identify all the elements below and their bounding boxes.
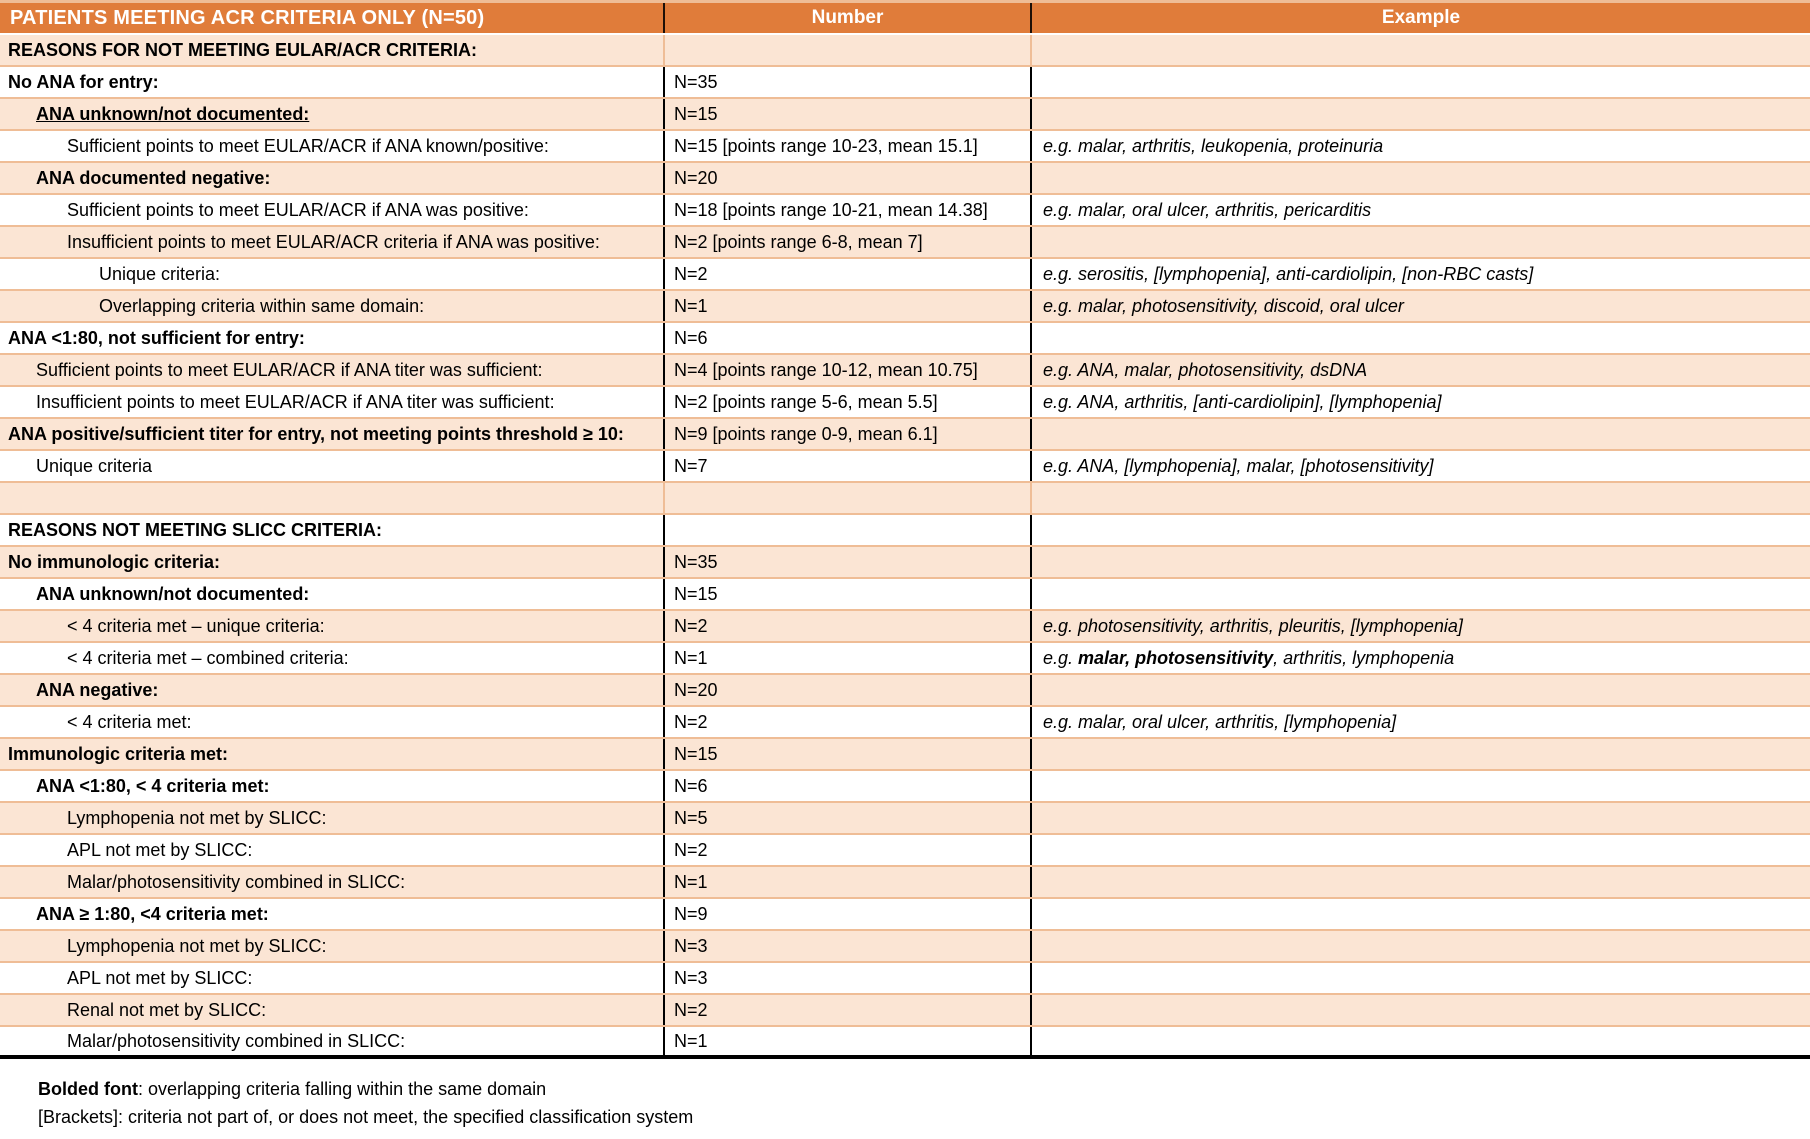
row-example-cell bbox=[1030, 227, 1810, 257]
row-number: N=2 bbox=[674, 263, 708, 284]
row-example-cell bbox=[1030, 355, 1810, 385]
row-number: N=15 [points range 10-23, mean 15.1] bbox=[674, 135, 978, 156]
row-label: Lymphopenia not met by SLICC: bbox=[67, 935, 327, 956]
row-label-cell bbox=[0, 515, 663, 545]
row-label: < 4 criteria met – unique criteria: bbox=[67, 615, 325, 636]
row-label-cell bbox=[0, 227, 663, 257]
row-number-cell bbox=[663, 835, 1030, 865]
row-label: APL not met by SLICC: bbox=[67, 839, 253, 860]
table-row bbox=[0, 899, 1810, 931]
row-example-cell bbox=[1030, 195, 1810, 225]
row-number: N=2 [points range 6-8, mean 7] bbox=[674, 231, 923, 252]
footnotes bbox=[38, 1075, 1810, 1131]
row-number-cell bbox=[663, 579, 1030, 609]
row-number: N=1 bbox=[674, 871, 708, 892]
row-number-cell bbox=[663, 995, 1030, 1025]
row-example-cell bbox=[1030, 483, 1810, 513]
row-number: N=1 bbox=[674, 647, 708, 668]
row-number-cell bbox=[663, 387, 1030, 417]
table-row bbox=[0, 739, 1810, 771]
row-label: Malar/photosensitivity combined in SLICC: bbox=[67, 871, 406, 892]
table-body bbox=[0, 35, 1810, 1059]
table-row bbox=[0, 643, 1810, 675]
row-label-cell bbox=[0, 451, 663, 481]
row-label: Renal not met by SLICC: bbox=[67, 999, 267, 1020]
row-number: N=35 bbox=[674, 551, 718, 572]
row-number: N=20 bbox=[674, 167, 718, 188]
row-number: N=2 [points range 5-6, mean 5.5] bbox=[674, 391, 938, 412]
row-label-cell bbox=[0, 899, 663, 929]
row-label-cell bbox=[0, 131, 663, 161]
footnote-bold-term: Bolded font bbox=[38, 1079, 138, 1099]
row-label-cell bbox=[0, 675, 663, 705]
row-example-cell bbox=[1030, 995, 1810, 1025]
row-number-cell bbox=[663, 227, 1030, 257]
row-number-cell bbox=[663, 739, 1030, 769]
page-title: PATIENTS MEETING ACR CRITERIA ONLY (N=50) bbox=[10, 6, 485, 29]
row-number: N=7 bbox=[674, 455, 708, 476]
row-example-cell bbox=[1030, 163, 1810, 193]
row-label: Sufficient points to meet EULAR/ACR if ANA known/positive: bbox=[67, 135, 549, 156]
row-number: N=20 bbox=[674, 679, 718, 700]
table-row bbox=[0, 931, 1810, 963]
row-number-cell bbox=[663, 1027, 1030, 1055]
row-label: APL not met by SLICC: bbox=[67, 967, 253, 988]
row-label-cell bbox=[0, 867, 663, 897]
row-number-cell bbox=[663, 131, 1030, 161]
table-row bbox=[0, 835, 1810, 867]
row-number-cell bbox=[663, 483, 1030, 513]
row-number-cell bbox=[663, 163, 1030, 193]
row-number: N=1 bbox=[674, 1030, 708, 1051]
row-number-cell bbox=[663, 547, 1030, 577]
row-example-cell bbox=[1030, 131, 1810, 161]
row-number-cell bbox=[663, 771, 1030, 801]
row-label-cell bbox=[0, 835, 663, 865]
row-number: N=9 [points range 0-9, mean 6.1] bbox=[674, 423, 938, 444]
row-number-cell bbox=[663, 899, 1030, 929]
row-number-cell bbox=[663, 323, 1030, 353]
row-example-cell bbox=[1030, 259, 1810, 289]
row-label-cell bbox=[0, 323, 663, 353]
row-label: < 4 criteria met – combined criteria: bbox=[67, 647, 349, 668]
row-number-cell bbox=[663, 291, 1030, 321]
footnote-line-2: [Brackets]: criteria not part of, or does not meet, the specified classification system bbox=[38, 1107, 694, 1127]
row-example-cell bbox=[1030, 675, 1810, 705]
row-label: Lymphopenia not met by SLICC: bbox=[67, 807, 327, 828]
column-header-number: Number bbox=[663, 3, 1030, 33]
table-row bbox=[0, 963, 1810, 995]
row-label-cell bbox=[0, 291, 663, 321]
row-label: ANA negative: bbox=[36, 679, 159, 700]
table-row bbox=[0, 675, 1810, 707]
row-number: N=4 [points range 10-12, mean 10.75] bbox=[674, 359, 978, 380]
row-number-cell bbox=[663, 195, 1030, 225]
row-number: N=1 bbox=[674, 295, 708, 316]
row-number-cell bbox=[663, 419, 1030, 449]
row-label: Insufficient points to meet EULAR/ACR criteria if ANA was positive: bbox=[67, 231, 600, 252]
row-label-cell bbox=[0, 739, 663, 769]
table-row bbox=[0, 803, 1810, 835]
footnote-line-1: Bolded font: overlapping criteria falling within the same domain bbox=[38, 1079, 547, 1099]
row-number: N=3 bbox=[674, 935, 708, 956]
row-label-cell bbox=[0, 35, 663, 65]
row-number: N=9 bbox=[674, 903, 708, 924]
row-number: N=2 bbox=[674, 999, 708, 1020]
row-label-cell bbox=[0, 931, 663, 961]
row-label: Unique criteria bbox=[36, 455, 153, 476]
row-label-cell bbox=[0, 483, 663, 513]
table-row bbox=[0, 355, 1810, 387]
row-example-cell bbox=[1030, 547, 1810, 577]
row-example-cell bbox=[1030, 707, 1810, 737]
row-example: e.g. ANA, [lymphopenia], malar, [photosensitivity] bbox=[1043, 455, 1434, 476]
row-example-cell bbox=[1030, 899, 1810, 929]
row-label: Insufficient points to meet EULAR/ACR if ANA titer was sufficient: bbox=[36, 391, 555, 412]
row-example-cell bbox=[1030, 1027, 1810, 1055]
row-label-cell bbox=[0, 963, 663, 993]
table-row bbox=[0, 515, 1810, 547]
row-label-cell bbox=[0, 67, 663, 97]
row-number: N=5 bbox=[674, 807, 708, 828]
row-label-cell bbox=[0, 355, 663, 385]
row-label-cell bbox=[0, 259, 663, 289]
row-example-cell bbox=[1030, 291, 1810, 321]
row-example-cell bbox=[1030, 387, 1810, 417]
table-title-cell bbox=[0, 3, 663, 33]
row-example: e.g. malar, oral ulcer, arthritis, [lymphopenia] bbox=[1043, 711, 1397, 732]
row-label-cell bbox=[0, 771, 663, 801]
row-number: N=2 bbox=[674, 615, 708, 636]
row-number-cell bbox=[663, 611, 1030, 641]
row-label: ANA ≥ 1:80, <4 criteria met: bbox=[36, 903, 269, 924]
row-label: ANA documented negative: bbox=[36, 167, 271, 188]
row-number-cell bbox=[663, 515, 1030, 545]
row-label-cell bbox=[0, 547, 663, 577]
row-number: N=2 bbox=[674, 711, 708, 732]
row-example-cell bbox=[1030, 643, 1810, 673]
table-row bbox=[0, 227, 1810, 259]
table-row bbox=[0, 195, 1810, 227]
row-label-cell bbox=[0, 419, 663, 449]
row-label: ANA positive/sufficient titer for entry, not meeting points threshold ≥ 10: bbox=[8, 423, 624, 444]
row-number: N=2 bbox=[674, 839, 708, 860]
row-number-cell bbox=[663, 35, 1030, 65]
row-example-cell bbox=[1030, 323, 1810, 353]
table-row bbox=[0, 35, 1810, 67]
row-label-cell bbox=[0, 707, 663, 737]
table-row bbox=[0, 67, 1810, 99]
row-label: No immunologic criteria: bbox=[8, 551, 221, 572]
row-example-cell bbox=[1030, 451, 1810, 481]
table-row bbox=[0, 579, 1810, 611]
row-example: e.g. photosensitivity, arthritis, pleuritis, [lymphopenia] bbox=[1043, 615, 1463, 636]
row-number: N=6 bbox=[674, 775, 708, 796]
row-example: e.g. ANA, arthritis, [anti-cardiolipin], [lymphopenia] bbox=[1043, 391, 1442, 412]
row-example: e.g. malar, oral ulcer, arthritis, pericarditis bbox=[1043, 199, 1372, 220]
table-row bbox=[0, 131, 1810, 163]
table-row bbox=[0, 291, 1810, 323]
row-number: N=3 bbox=[674, 967, 708, 988]
row-example: e.g. malar, arthritis, leukopenia, proteinuria bbox=[1043, 135, 1384, 156]
row-number: N=15 bbox=[674, 743, 718, 764]
row-label-cell bbox=[0, 163, 663, 193]
row-label: < 4 criteria met: bbox=[67, 711, 192, 732]
row-number: N=18 [points range 10-21, mean 14.38] bbox=[674, 199, 988, 220]
table-row bbox=[0, 707, 1810, 739]
row-example-cell bbox=[1030, 515, 1810, 545]
row-example-cell bbox=[1030, 739, 1810, 769]
row-example-cell bbox=[1030, 835, 1810, 865]
column-header-example: Example bbox=[1030, 3, 1810, 33]
row-number-cell bbox=[663, 67, 1030, 97]
row-number-cell bbox=[663, 259, 1030, 289]
row-number-cell bbox=[663, 643, 1030, 673]
row-label-cell bbox=[0, 99, 663, 129]
row-label: ANA unknown/not documented: bbox=[36, 103, 310, 124]
row-example-cell bbox=[1030, 67, 1810, 97]
row-label: ANA <1:80, < 4 criteria met: bbox=[36, 775, 270, 796]
table-row bbox=[0, 547, 1810, 579]
row-label: REASONS FOR NOT MEETING EULAR/ACR CRITERIA: bbox=[8, 39, 478, 60]
row-label: REASONS NOT MEETING SLICC CRITERIA: bbox=[8, 519, 383, 540]
row-example-cell bbox=[1030, 803, 1810, 833]
row-number-cell bbox=[663, 707, 1030, 737]
row-label-cell bbox=[0, 643, 663, 673]
table-header-row bbox=[0, 3, 1810, 35]
table-row bbox=[0, 771, 1810, 803]
table-row bbox=[0, 611, 1810, 643]
row-number: N=15 bbox=[674, 583, 718, 604]
table-row bbox=[0, 1027, 1810, 1059]
row-label: Sufficient points to meet EULAR/ACR if ANA was positive: bbox=[67, 199, 529, 220]
row-number-cell bbox=[663, 675, 1030, 705]
row-number: N=6 bbox=[674, 327, 708, 348]
row-label-cell bbox=[0, 611, 663, 641]
row-example-cell bbox=[1030, 963, 1810, 993]
row-number-cell bbox=[663, 355, 1030, 385]
row-label: Immunologic criteria met: bbox=[8, 743, 229, 764]
row-example-cell bbox=[1030, 611, 1810, 641]
row-label: ANA <1:80, not sufficient for entry: bbox=[8, 327, 305, 348]
row-label-cell bbox=[0, 195, 663, 225]
table-row bbox=[0, 323, 1810, 355]
row-number-cell bbox=[663, 99, 1030, 129]
row-label-cell bbox=[0, 1027, 663, 1055]
table-row bbox=[0, 259, 1810, 291]
row-example: e.g. ANA, malar, photosensitivity, dsDNA bbox=[1043, 359, 1368, 380]
row-number-cell bbox=[663, 451, 1030, 481]
table-row bbox=[0, 99, 1810, 131]
row-example: e.g. malar, photosensitivity, discoid, oral ulcer bbox=[1043, 295, 1404, 316]
row-label: ANA unknown/not documented: bbox=[36, 583, 310, 604]
table-row bbox=[0, 387, 1810, 419]
table-row bbox=[0, 419, 1810, 451]
row-example: e.g. serositis, [lymphopenia], anti-cardiolipin, [non-RBC casts] bbox=[1043, 263, 1534, 284]
row-number-cell bbox=[663, 963, 1030, 993]
table-row bbox=[0, 995, 1810, 1027]
row-label: Unique criteria: bbox=[99, 263, 221, 284]
table-row bbox=[0, 163, 1810, 195]
row-label: Sufficient points to meet EULAR/ACR if ANA titer was sufficient: bbox=[36, 359, 543, 380]
row-example-cell bbox=[1030, 771, 1810, 801]
table-row bbox=[0, 451, 1810, 483]
row-label-cell bbox=[0, 995, 663, 1025]
row-label: Malar/photosensitivity combined in SLICC: bbox=[67, 1030, 406, 1051]
table-row bbox=[0, 867, 1810, 899]
row-label: No ANA for entry: bbox=[8, 71, 159, 92]
row-example-cell bbox=[1030, 579, 1810, 609]
row-example-cell bbox=[1030, 35, 1810, 65]
table-row bbox=[0, 483, 1810, 515]
row-label-cell bbox=[0, 387, 663, 417]
row-number-cell bbox=[663, 931, 1030, 961]
row-number: N=35 bbox=[674, 71, 718, 92]
row-example-cell bbox=[1030, 99, 1810, 129]
row-label: Overlapping criteria within same domain: bbox=[99, 295, 425, 316]
row-example-cell bbox=[1030, 867, 1810, 897]
row-example-cell bbox=[1030, 419, 1810, 449]
row-number-cell bbox=[663, 867, 1030, 897]
row-number: N=15 bbox=[674, 103, 718, 124]
row-label-cell bbox=[0, 579, 663, 609]
row-example: e.g. malar, photosensitivity, arthritis, lymphopenia bbox=[1043, 647, 1455, 668]
row-number-cell bbox=[663, 803, 1030, 833]
row-example-cell bbox=[1030, 931, 1810, 961]
row-label-cell bbox=[0, 803, 663, 833]
